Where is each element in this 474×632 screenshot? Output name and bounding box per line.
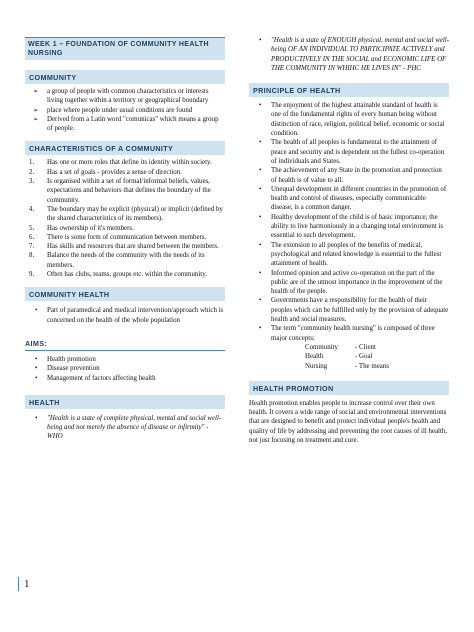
right-column	[249, 0, 449, 445]
page-number: 1	[18, 577, 30, 591]
list-item: ➢ place where people under usual conditions are found	[33, 106, 193, 114]
characteristics-heading: CHARACTERISTICS OF A COMMUNITY	[25, 141, 225, 155]
health-promotion-text: Health promotion enables people to increase control over their own health. It covers a wide range of social and environmental interventions that are designed to benefit and protect individual people's health and quality of life by addressing and preventing the root causes of ill health, not just focusing on treatment and cure.	[249, 399, 448, 444]
list-item: • The extension to all peoples of the benefits of medical, psychological and related knowledge is essential to the fullest attainment of health.	[259, 241, 442, 268]
community-heading: COMMUNITY	[25, 70, 225, 84]
list-item: • Management of factors affecting health	[35, 374, 156, 382]
list-item: • The health of all peoples is fundamental to the attainment of peace and security and is dependent on the fullest co-operation of individuals and States.	[259, 139, 445, 165]
list-item: • The term "community health nursing" is composed of three major concepts:	[259, 325, 435, 342]
list-item: 9. Often has clubs, teams, groups etc. within the community.	[29, 271, 207, 279]
concept-row: Nursing - The means	[305, 362, 389, 370]
arrow-icon: ➢	[33, 106, 39, 114]
bullet-icon: •	[259, 213, 262, 221]
list-item: 1. Has one or more roles that define its identity within society.	[29, 159, 212, 167]
characteristics-list	[25, 158, 225, 279]
list-item: 8. Balance the needs of the community with the needs of its members.	[29, 252, 205, 269]
list-item: ➢ a group of people with common characteristics or interests living together within a territory or geographical boundary	[33, 88, 209, 105]
list-item: • Governments have a responsibility for the health of their peoples which can be fulfilled only by the provision of adequate health and social measures.	[259, 297, 449, 324]
community-health-heading: COMMUNITY HEALTH	[25, 287, 225, 301]
bullet-icon: •	[35, 355, 38, 363]
list-item: • The enjoyment of the highest attainable standard of health is one of the fundamental rights of every human being without distinction of race, religion, political belief, economic or social condition.	[259, 102, 445, 138]
health-heading: HEALTH	[25, 395, 225, 409]
list-item: • "Health is a state of complete physical, mental and social well-being and not merely the absence of disease or infirmity" - WHO	[35, 414, 222, 441]
list-item: 5. Has ownership of it's members.	[29, 224, 134, 232]
list-item: 7. Has skills and resources that are shared between the members.	[29, 243, 219, 251]
arrow-icon: ➢	[33, 115, 39, 123]
bullet-icon: •	[35, 365, 38, 373]
bullet-icon: •	[259, 185, 262, 193]
bullet-icon: •	[259, 325, 262, 333]
list-item: ➢ Derived from a Latin word "comunicas" which means a group of people.	[33, 115, 219, 133]
bullet-icon: •	[259, 167, 262, 175]
bullet-icon: •	[35, 414, 38, 422]
left-column	[25, 0, 225, 442]
bullet-icon: •	[259, 139, 262, 147]
bullet-icon: •	[259, 241, 262, 249]
week-title: WEEK 1 – FOUNDATION OF COMMUNITY HEALTH NURSING	[25, 37, 225, 60]
principle-heading: PRINCIPLE OF HEALTH	[249, 83, 449, 97]
list-item: • "Health is a state of ENOUGH physical, mental and social well-being OF AN INDIVIDUAL TO PARTICIPATE ACTIVELY and PRODUCTIVELY IN THE SOCIAL and ECONOMIC LIFE OF THE COMMUNITY IN WHIHC HE LIVES IN" - PHC	[259, 37, 450, 72]
bullet-icon: •	[35, 374, 38, 382]
list-item: 4. The boundary may be explicit (physical) or implicit (defined by the shared characteristics of its members).	[29, 205, 223, 223]
principle-list	[249, 101, 449, 343]
bullet-icon: •	[35, 307, 38, 315]
bullet-icon: •	[259, 37, 262, 44]
concept-row: Health - Goal	[305, 353, 373, 361]
bullet-icon: •	[259, 297, 262, 305]
list-item: • Unequal development in different countries in the promotion of health and control of diseases, especially communicable disease, is a common danger.	[259, 185, 447, 212]
list-item: 6. There is some form of communication between members.	[29, 233, 207, 241]
list-item: • Part of paramedical and medical intervention/approach which is concerned on the health of the whole population	[35, 307, 224, 324]
list-item: • Informed opinion and active co-operation on the part of the public are of the utmost importance in the improvement of the health of the people.	[259, 269, 443, 296]
list-item: • The achievement of any State in the promotion and protection of health is of value to all.	[259, 167, 442, 184]
aims-heading: AIMS:	[25, 337, 225, 351]
list-item: • Disease prevention	[35, 365, 100, 373]
concepts-table	[249, 343, 449, 371]
bullet-icon: •	[259, 269, 262, 277]
arrow-icon: ➢	[33, 88, 39, 95]
list-item: • Healthy development of the child is of basic importance; the ability to live harmoniously in a changing total environment is essential to such development.	[259, 213, 444, 240]
bullet-icon: •	[259, 102, 262, 110]
concept-row: Community - Client	[305, 343, 376, 351]
list-item: 2. Has a set of goals - provides a sense of direction.	[29, 168, 182, 176]
list-item: 3. Is organised within a set of formal/informal beliefs, values, expectations and behaviors that defines the boundary of the community.	[29, 178, 211, 204]
health-promotion-heading: HEALTH PROMOTION	[249, 381, 449, 395]
list-item: • Health promotion	[35, 355, 96, 363]
